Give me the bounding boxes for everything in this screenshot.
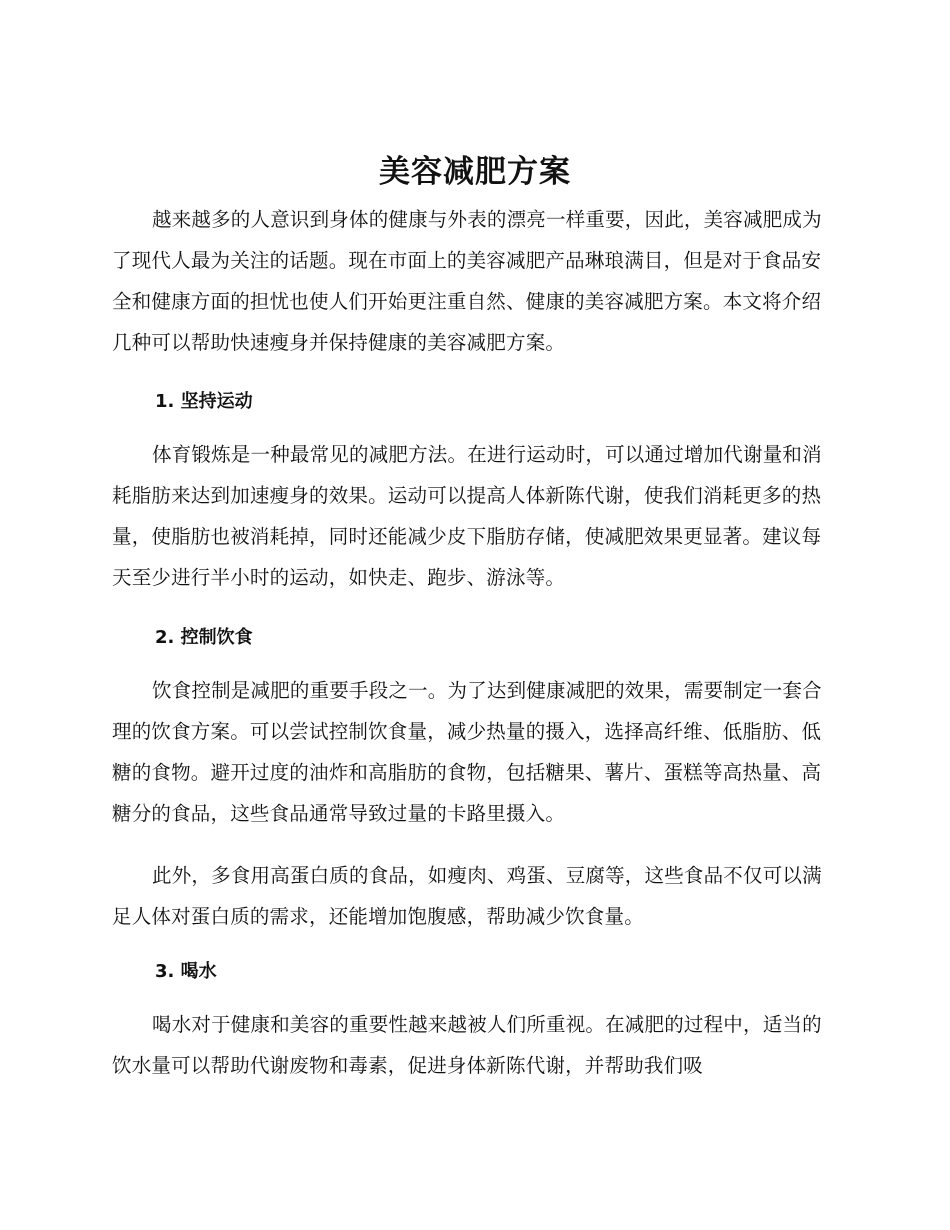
page-title: 美容减肥方案 xyxy=(379,154,571,190)
protein-paragraph: 此外，多食用高蛋白质的食品，如瘦肉、鸡蛋、豆腐等，这些食品不仅可以满足人体对蛋白质的需求，还能增加饱腹感，帮助减少饮食量。 xyxy=(112,864,822,928)
section-heading-exercise: 1. 坚持运动 xyxy=(155,391,253,412)
intro-paragraph: 越来越多的人意识到身体的健康与外表的漂亮一样重要，因此，美容减肥成为了现代人最为关注的话题。现在市面上的美容减肥产品琳琅满目，但是对于食品安全和健康方面的担忧也使人们开始更注重自然、健康的美容减肥方案。本文将介绍几种可以帮助快速瘦身并保持健康的美容减肥方案。 xyxy=(112,208,822,354)
section-heading-diet: 2. 控制饮食 xyxy=(155,627,253,648)
water-paragraph: 喝水对于健康和美容的重要性越来越被人们所重视。在减肥的过程中，适当的饮水量可以帮助代谢废物和毒素，促进身体新陈代谢，并帮助我们吸 xyxy=(112,1013,822,1077)
diet-paragraph: 饮食控制是减肥的重要手段之一。为了达到健康减肥的效果，需要制定一套合理的饮食方案。可以尝试控制饮食量，减少热量的摄入，选择高纤维、低脂肪、低糖的食物。避开过度的油炸和高脂肪的食物，包括糖果、薯片、蛋糕等高热量、高糖分的食品，这些食品通常导致过量的卡路里摄入。 xyxy=(112,679,822,825)
exercise-paragraph: 体育锻炼是一种最常见的减肥方法。在进行运动时，可以通过增加代谢量和消耗脂肪来达到加速瘦身的效果。运动可以提高人体新陈代谢，使我们消耗更多的热量，使脂肪也被消耗掉，同时还能减少皮下脂肪存储，使减肥效果更显著。建议每天至少进行半小时的运动，如快走、跑步、游泳等。 xyxy=(112,443,822,589)
section-heading-water: 3. 喝水 xyxy=(155,961,217,982)
